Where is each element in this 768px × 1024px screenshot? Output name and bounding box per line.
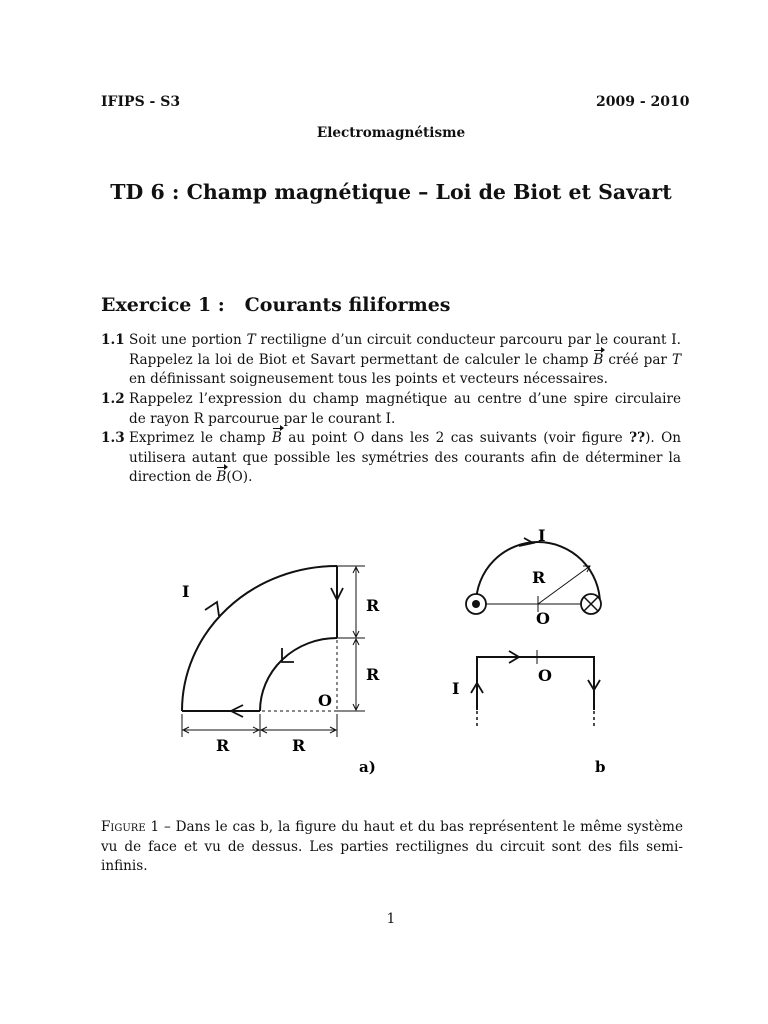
institution-label: IFIPS - S3 — [101, 94, 181, 110]
question-text: Exprimez le champ B au point O dans les 2 cas suivants (voir figure ??). On utilisera autant que possible les symétries des courants afin de déterminer la direction de B(O). — [129, 429, 681, 488]
caption-label: Figure 1 — [101, 819, 160, 835]
point-label: O — [318, 691, 332, 710]
dimension-label: R — [366, 596, 380, 615]
year-label: 2009 - 2010 — [596, 94, 690, 110]
dimension-label: R — [292, 736, 306, 755]
arrow-icon — [519, 538, 533, 546]
figure-a-circuit — [182, 566, 337, 711]
question-text: Soit une portion T rectiligne d’un circuit conducteur parcouru par le courant I. Rappelez la loi de Biot et Savart permettant de calculer le champ B créé par T en définissant soigneusement tous les points et vecteurs nécessaires. — [129, 332, 682, 387]
figure-caption — [101, 818, 683, 877]
question-number: 1.1 — [101, 332, 125, 348]
question-text: Rappelez l’expression du champ magnétique au centre d’une spire circulaire de rayon R parcourue par le courant I. — [129, 391, 681, 427]
current-label: I — [538, 526, 546, 545]
current-label: I — [182, 582, 190, 601]
dimension-label: R — [216, 736, 230, 755]
dimension-label: R — [366, 665, 380, 684]
course-label: Electromagnétisme — [316, 125, 466, 141]
exercise-heading: Exercice 1 : Courants filiformes — [101, 294, 451, 316]
question-number: 1.2 — [101, 391, 125, 407]
figure-a-tag: a) — [359, 758, 376, 776]
question-number: 1.3 — [101, 430, 125, 446]
point-label: O — [536, 609, 550, 628]
page-title: TD 6 : Champ magnétique – Loi de Biot et Savart — [110, 180, 672, 204]
page-number: 1 — [386, 911, 396, 927]
caption-text: – Dans le cas b, la figure du haut et du bas représentent le même système vu de face et vu de dessus. Les parties rectilignes du circuit sont des fils semi-infinis. — [101, 819, 683, 874]
radius-label: R — [532, 568, 546, 587]
figure-b-bottom — [477, 657, 594, 710]
arrow-icon — [205, 602, 219, 616]
point-label: O — [538, 666, 552, 685]
figure-b-tag: b — [595, 758, 606, 776]
current-label: I — [452, 679, 460, 698]
